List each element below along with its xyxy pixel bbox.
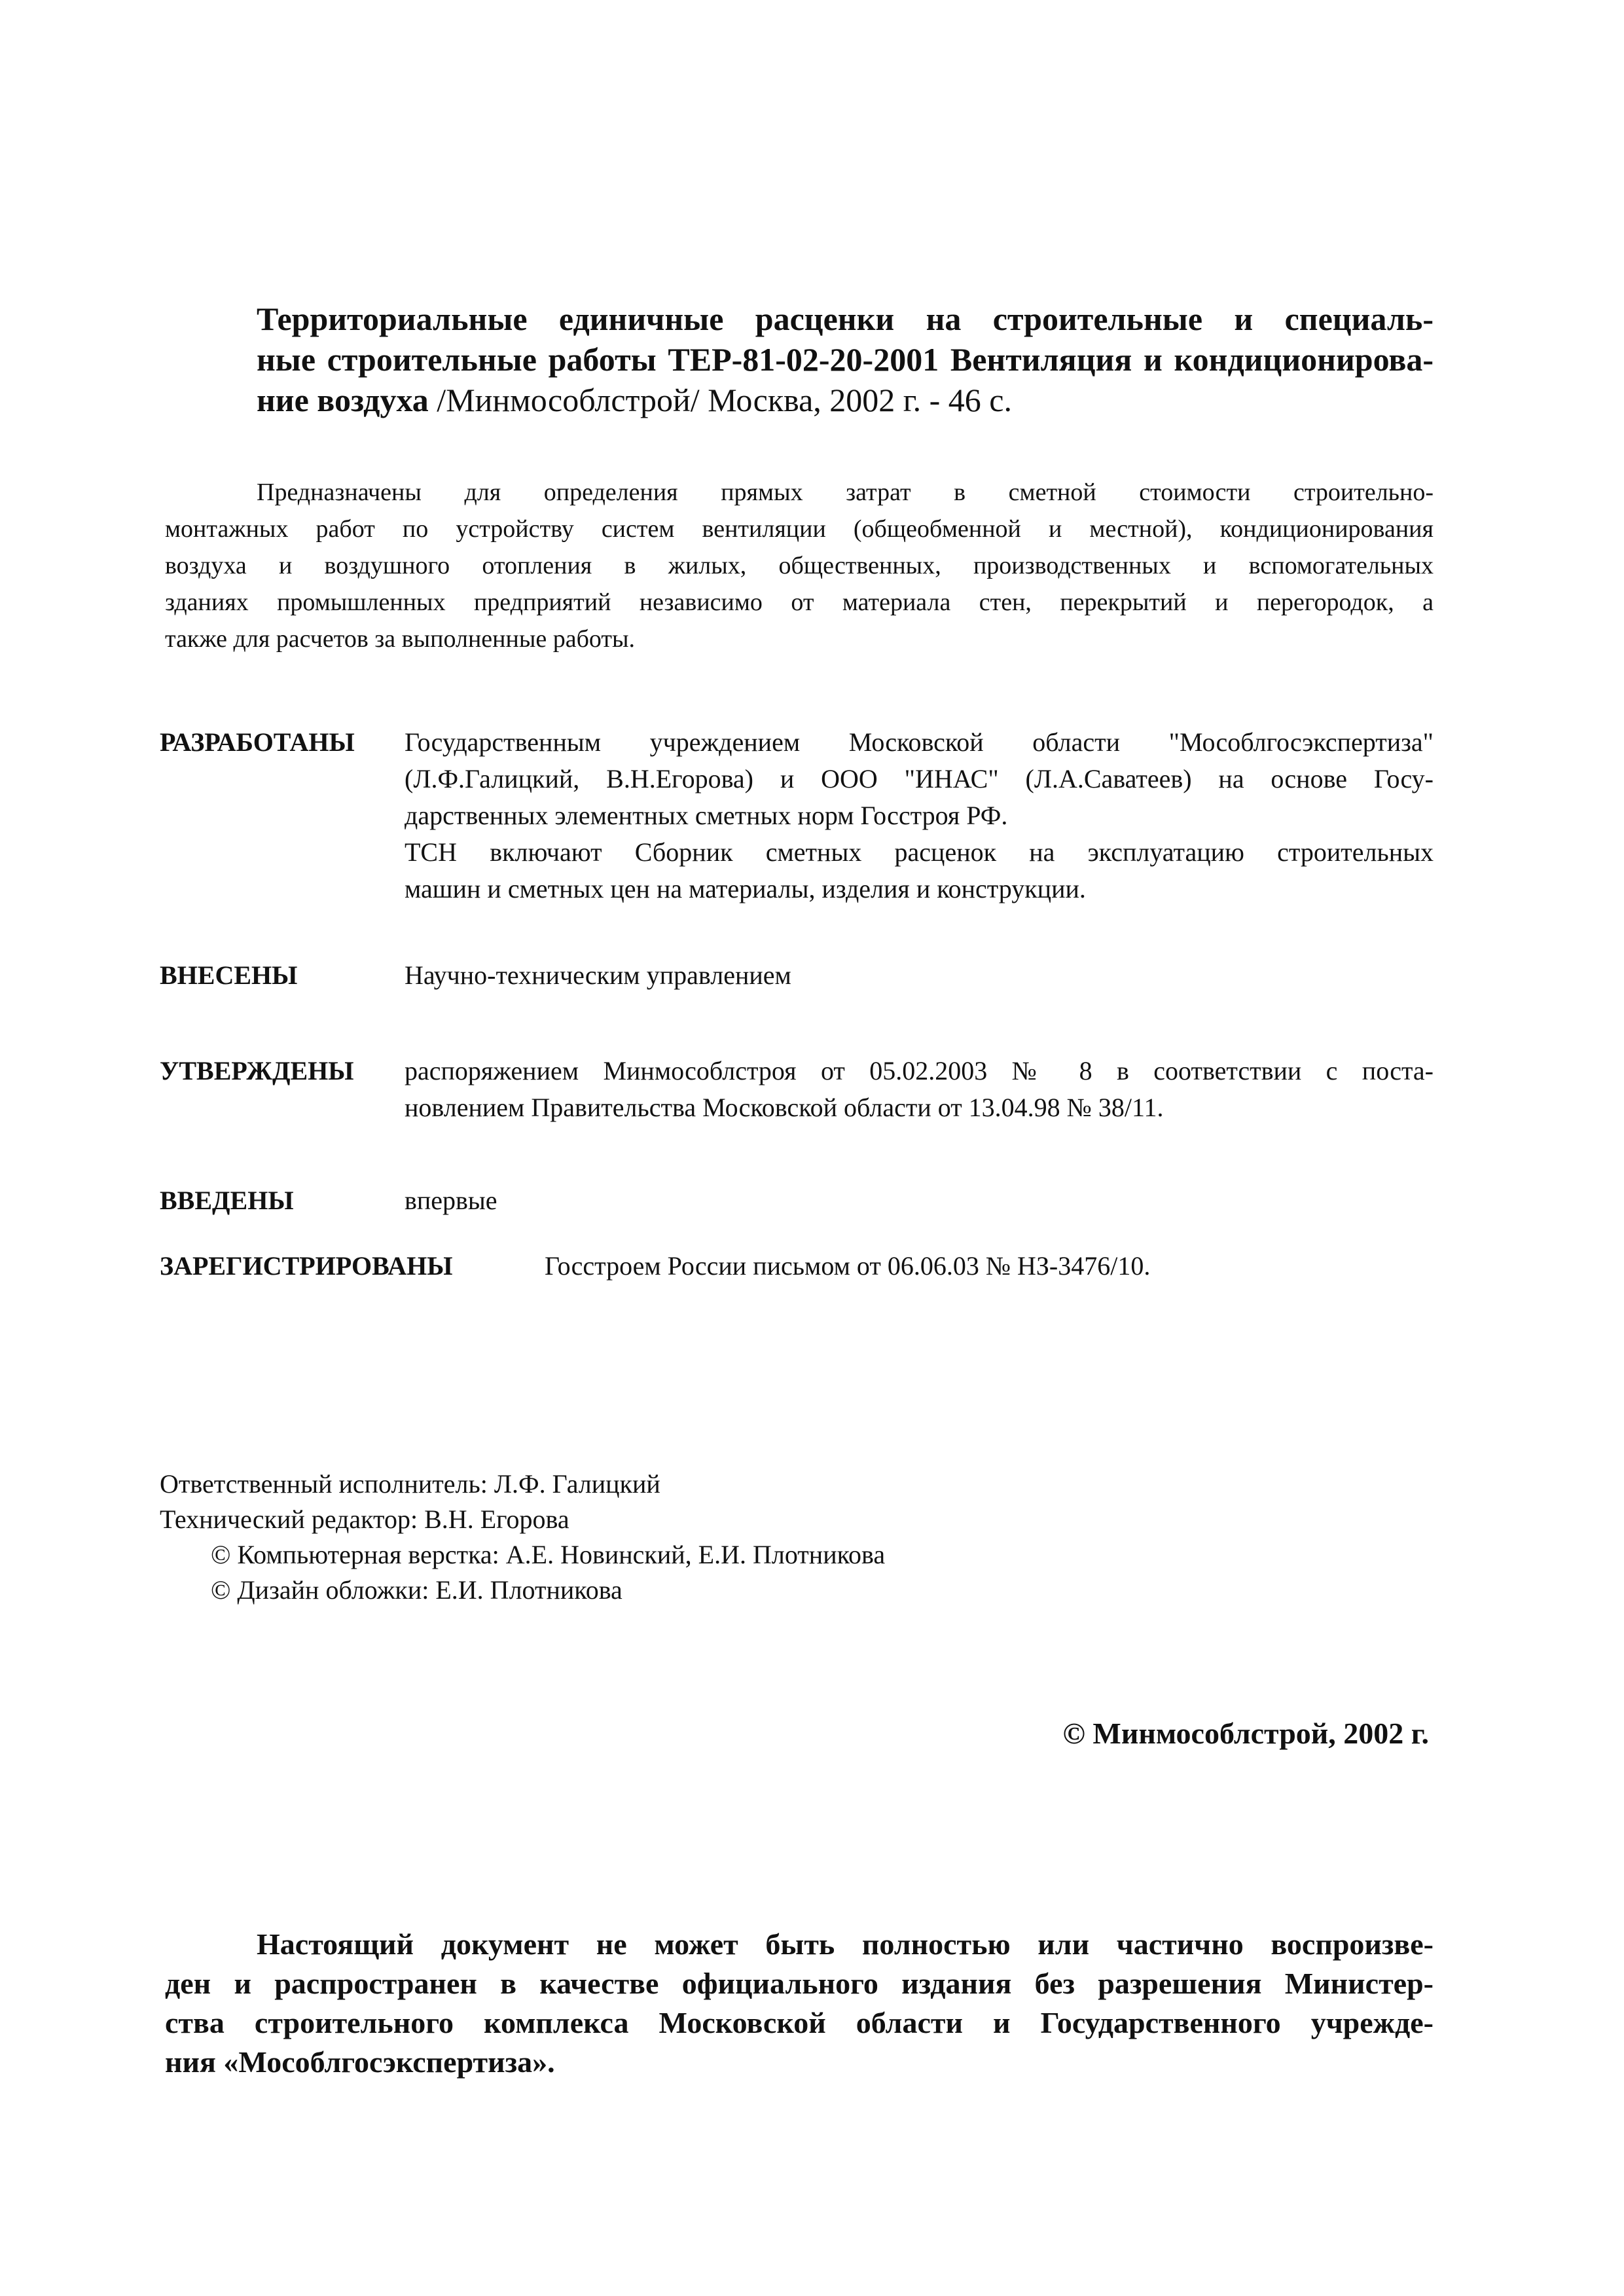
title-line [257,380,1434,420]
purpose-line: зданиях промышленных предприятий независимо от материала стен, перекрытий и перегородок, а [165,589,1434,616]
document-title [257,299,1434,420]
developed-line: дарственных элементных сметных норм Госстроя РФ. [405,801,1008,830]
notice-line: ден и распространен в качестве официального издания без разрешения Министер- [165,1967,1434,2000]
introduced-label: ВВЕДЕНЫ [160,1186,294,1215]
approved-line: новлением Правительства Московской области от 13.04.98 № 38/11. [405,1093,1164,1122]
title-line: Территориальные единичные расценки на строительные и специаль- [257,301,1434,337]
purpose-line: монтажных работ по устройству систем вентиляции (общеобменной и местной), кондиционирования [165,515,1434,543]
developed-label: РАЗРАБОТАНЫ [160,727,355,757]
notice-line: Настоящий документ не может быть полностью или частично воспроизве- [257,1927,1434,1961]
approved-label: УТВЕРЖДЕНЫ [160,1056,354,1085]
title-line: ные строительные работы ТЕР-81-02-20-2001 Вентиляция и кондиционирова- [257,341,1434,378]
developed-line: (Л.Ф.Галицкий, В.Н.Егорова) и ООО "ИНАС" (Л.А.Саватеев) на основе Госу- [405,764,1434,793]
purpose-line: воздуха и воздушного отопления в жилых, общественных, производственных и вспомогательных [165,552,1434,579]
developed-line: ТСН включают Сборник сметных расценок на эксплуатацию строительных [405,837,1434,867]
notice-line: ства строительного комплекса Московской области и Государственного учрежде- [165,2006,1434,2039]
developed-line: Государственным учреждением Московской области "Мособлгосэкспертиза" [405,727,1434,757]
purpose-paragraph [165,474,1434,657]
reproduction-notice [165,1925,1434,2082]
registered-text: Госстроем России письмом от 06.06.03 № НЗ-3476/10. [545,1251,1151,1281]
approved-line: распоряжением Минмособлстроя от 05.02.2003 № 8 в соответствии с поста- [405,1056,1434,1085]
credit-line: © Компьютерная верстка: А.Е. Новинский, Е.И. Плотникова [211,1540,886,1569]
introduced-text: впервые [405,1186,497,1215]
developed-line: машин и сметных цен на материалы, изделия и конструкции. [405,874,1086,903]
registered-label: ЗАРЕГИСТРИРОВАНЫ [160,1251,453,1281]
copyright: © Минмособлстрой, 2002 г. [1062,1717,1429,1750]
developed-text [405,724,1434,907]
title-bold-part: ние воздуха [257,382,429,418]
purpose-line: также для расчетов за выполненные работы. [165,625,636,653]
credits [160,1467,885,1608]
notice-line: ния «Мособлгосэкспертиза». [165,2045,555,2079]
credit-line: Ответственный исполнитель: Л.Ф. Галицкий [160,1469,660,1499]
title-publication-info: /Минмособлстрой/ Москва, 2002 г. - 46 с. [428,382,1012,418]
credit-line: Технический редактор: В.Н. Егорова [160,1504,569,1534]
purpose-line: Предназначены для определения прямых затрат в сметной стоимости строительно- [257,479,1434,506]
submitted-text: Научно-техническим управлением [405,960,791,990]
submitted-label: ВНЕСЕНЫ [160,960,298,990]
approved-text [405,1053,1434,1126]
credit-line: © Дизайн обложки: Е.И. Плотникова [211,1575,623,1605]
